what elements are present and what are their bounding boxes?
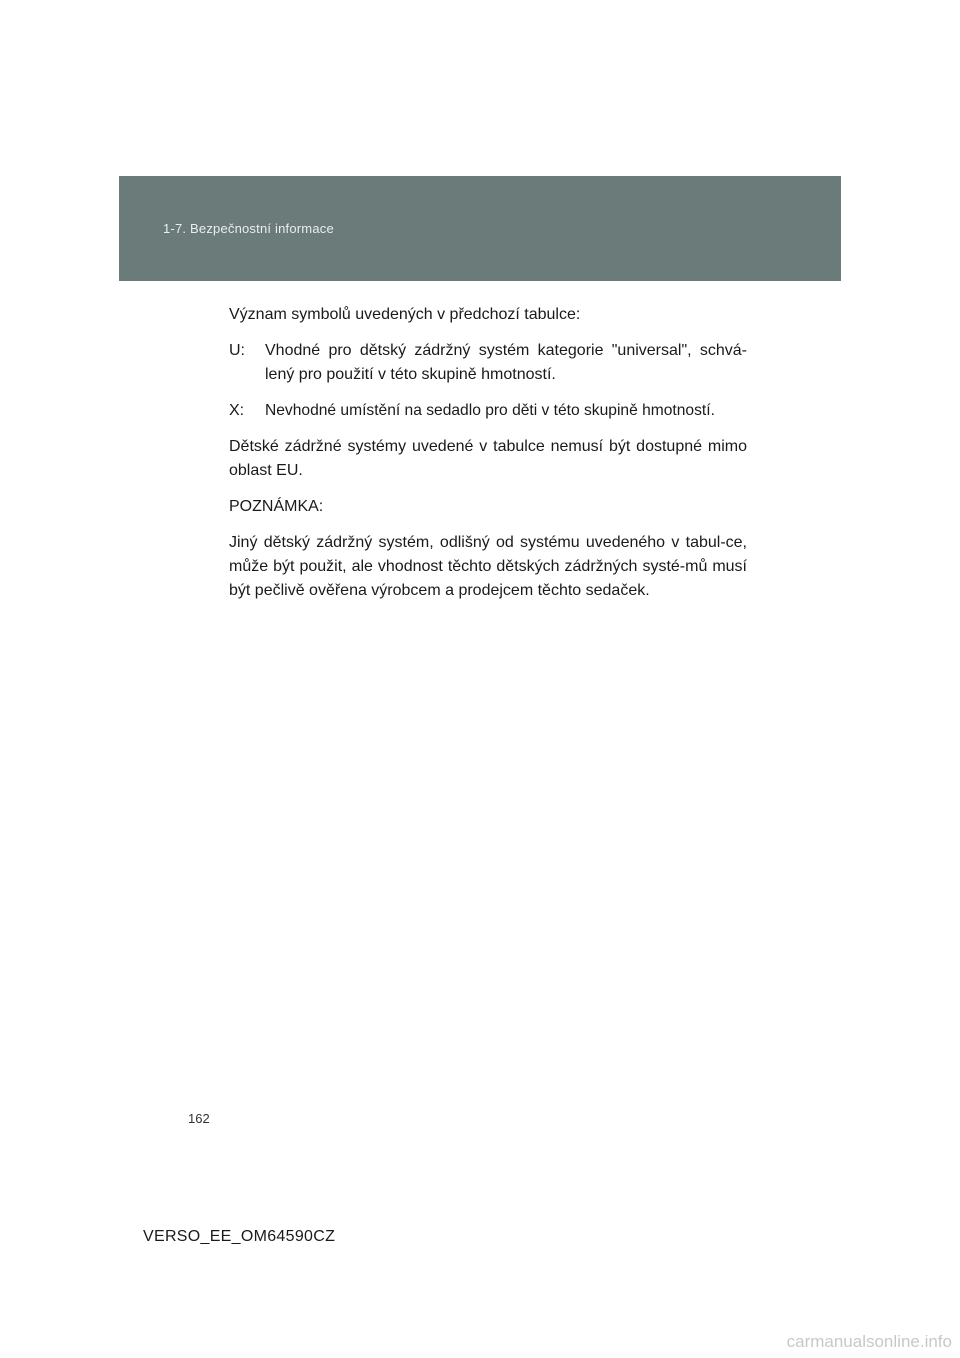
note-title: POZNÁMKA: (229, 498, 324, 515)
main-content (229, 303, 747, 615)
legend-intro: Význam symbolů uvedených v předchozí tabulce: (229, 306, 581, 323)
page-number: 162 (188, 1111, 210, 1126)
legend-text: Nevhodné umístění na sedadlo pro děti v této skupině hmotností. (265, 402, 715, 419)
note-paragraph: Jiný dětský zádržný systém, odlišný od systému uvedeného v tabul-ce, může být použit, ale vhodnost těchto dětských zádržných systé-mů musí být pečlivě ověřena výrobcem a prodejcem těchto sedaček. (229, 534, 747, 599)
legend-key: X: (229, 402, 245, 419)
section-title: 1-7. Bezpečnostní informace (163, 221, 334, 236)
legend-text: Vhodné pro dětský zádržný systém kategorie "universal", schvá-lený pro použití v této skupině hmotností. (265, 342, 747, 383)
legend-item-u (229, 339, 747, 387)
watermark-link[interactable]: carmanualsonline.info (786, 1332, 952, 1351)
legend-key: U: (229, 342, 245, 359)
legend-item-x (229, 399, 747, 423)
availability-paragraph: Dětské zádržné systémy uvedené v tabulce nemusí být dostupné mimo oblast EU. (229, 438, 747, 479)
section-header-band (119, 176, 841, 281)
document-code: VERSO_EE_OM64590CZ (143, 1228, 336, 1245)
